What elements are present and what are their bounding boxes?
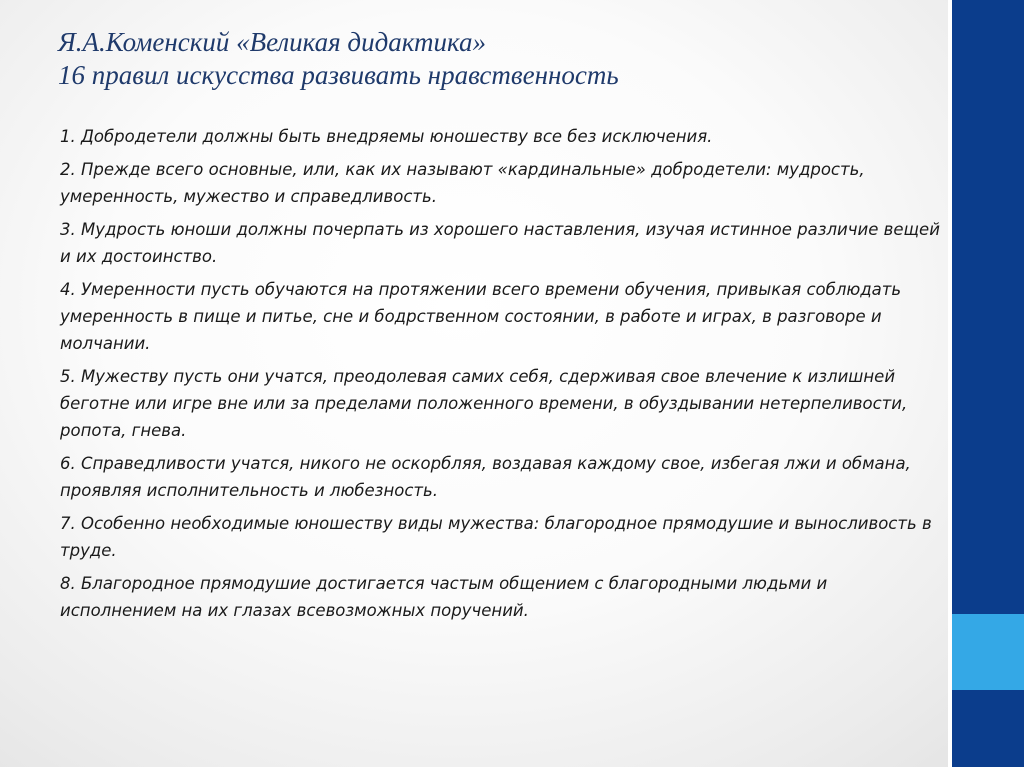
rule-item-5: 5. Мужеству пусть они учатся, преодолевая самих себя, сдерживая свое влечение к излишней беготне или игре вне или за пределами положенного времени, в обуздывании нетерпеливости, ропота, гнева.: [60, 367, 908, 440]
rules-list: [60, 123, 940, 630]
slide-title: [58, 26, 928, 92]
slide-title-line-1: Я.А.Коменский «Великая дидактика»: [58, 27, 486, 57]
side-accent-block: [952, 614, 1024, 690]
rule-item-8: 8. Благородное прямодушие достигается частым общением с благородными людьми и исполнением на их глазах всевозможных поручений.: [60, 574, 828, 620]
rule-item-1: 1. Добродетели должны быть внедряемы юношеству все без исключения.: [60, 127, 713, 146]
rule-item-3: 3. Мудрость юноши должны почерпать из хорошего наставления, изучая истинное различие вещей и их достоинство.: [60, 220, 940, 266]
rule-item-7: 7. Особенно необходимые юношеству виды мужества: благородное прямодушие и выносливость в труде.: [60, 514, 932, 560]
rule-item-2: 2. Прежде всего основные, или, как их называют «кардинальные» добродетели: мудрость, умеренность, мужество и справедливость.: [60, 160, 865, 206]
rule-item-4: 4. Умеренности пусть обучаются на протяжении всего времени обучения, привыкая соблюдать умеренность в пище и питье, сне и бодрственном состоянии, в работе и играх, в разговоре и молчании.: [60, 280, 902, 353]
rule-item-6: 6. Справедливости учатся, никого не оскорбляя, воздавая каждому свое, избегая лжи и обмана, проявляя исполнительность и любезность.: [60, 454, 911, 500]
slide-title-line-2: 16 правил искусства развивать нравственность: [58, 60, 619, 90]
